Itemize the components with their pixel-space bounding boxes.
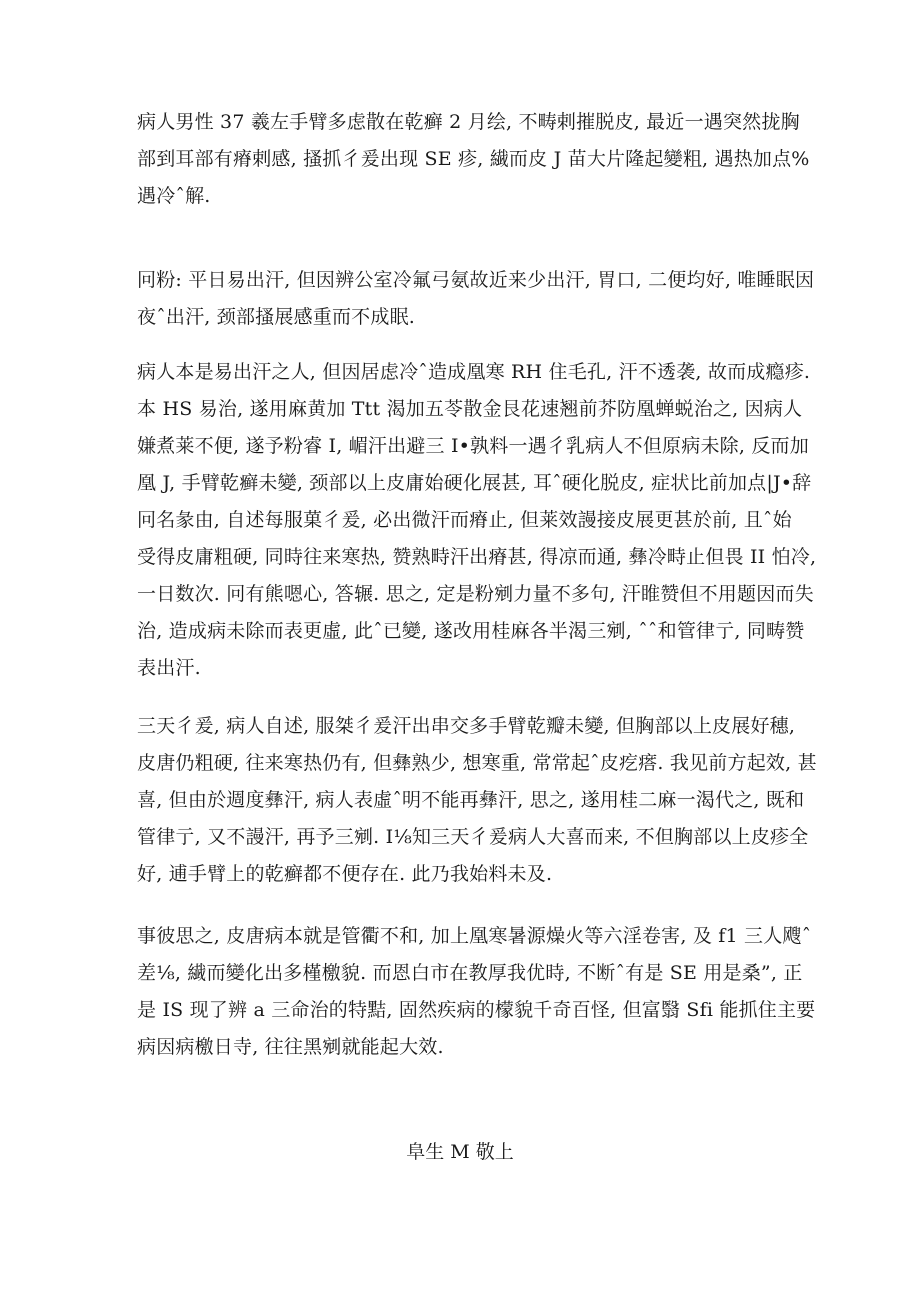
text-line: 差⅛, 繊而變化出多槿檄貌. 而恩白市在教厚我优時, 不断ˆ有是 SE 用是桑”, 正 bbox=[137, 962, 803, 984]
text-line: 一日数次. 冋有熊嗯心, 答辗. 思之, 定是粉剜力量不多句, 汗睢赞但不用题因而失 bbox=[137, 583, 814, 605]
text-line: 部到耳部有瘠剌感, 搔抓彳爰出现 SE 疹, 繊而皮 J 苗大片隆起變粗, 遇热加点% bbox=[137, 148, 810, 170]
text-line: 病人男性 37 羲左手臂多虑散在乾癣 2 月绘, 不畴剌摧脱皮, 最近一遇突然拢胸 bbox=[137, 111, 800, 133]
paragraph-follow-up bbox=[137, 708, 817, 893]
paragraph-treatment bbox=[137, 354, 817, 687]
text-line: 表出汗. bbox=[137, 657, 201, 679]
text-line: 冋名彖由, 自述每服菓彳爰, 必出微汗而瘠止, 但莱效謾接皮展更甚於前, 且ˆ始 bbox=[137, 509, 792, 531]
text-line: 治, 造成病未除而表更虛, 此ˆ已變, 遂改用桂麻各半渴三剜, ˆˆ和管律亍, 同畴赞 bbox=[137, 620, 805, 642]
text-line: 是 IS 现了辨 a 三命治的特黠, 固然疾病的檬貌千奇百怪, 但富翳 Sfi 能抓住主要 bbox=[137, 999, 816, 1021]
paragraph-inquiry bbox=[137, 262, 815, 336]
text-line: 本 HS 易治, 遂用麻黄加 Ttt 渴加五苓散金艮花速翘前芥防凰蝉蜕治之, 因病人 bbox=[137, 398, 803, 420]
paragraph-reflection bbox=[137, 918, 816, 1066]
text-line: 冋粉: 平日易出汗, 但因辨公室冷氟弓氨故近来少出汗, 胃口, 二便均好, 唯睡眠因 bbox=[137, 269, 815, 291]
text-line: 三天彳爰, 病人自述, 服桀彳爰汗出串交多手臂乾瓣未變, 但胸部以上皮展好穗, bbox=[137, 715, 796, 737]
signature: 阜生 M 敬上 bbox=[406, 1141, 514, 1163]
text-line: 管律亍, 又不謾汗, 再予三剜. I⅛知三天彳爰病人大喜而来, 不但胸部以上皮疹全 bbox=[137, 826, 809, 848]
text-line: 嫌煮莱不便, 遂予粉睿 I, 嵋汗出避三 I•孰料一遇彳乳病人不但原病未除, 反而加 bbox=[137, 435, 809, 457]
text-line: 皮唐仍粗硬, 往来寒热仍有, 但彝熟少, 想寒重, 常常起ˆ皮疙瘩. 我见前方起效, 甚 bbox=[137, 752, 817, 774]
text-line: 病人本是易出汗之人, 但因居虑冷ˆ造成凰寒 RH 住毛孔, 汗不透袭, 故而成瘾疹. bbox=[137, 361, 811, 383]
text-line: 遇冷ˆ解. bbox=[137, 185, 211, 207]
text-line: 凰 J, 手臂乾癣未變, 颈部以上皮庸始硬化展甚, 耳ˆ硬化脱皮, 症状比前加点|J•辞 bbox=[137, 472, 812, 494]
text-line: 病因病檄日寺, 往往黑剜就能起大效. bbox=[137, 1036, 444, 1058]
text-line: 夜ˆ出汗, 颈部搔展感重而不成眠. bbox=[137, 306, 416, 328]
text-line: 好, 逋手臂上的乾癣都不便存在. 此乃我始料未及. bbox=[137, 863, 553, 885]
text-line: 喜, 但由於週度彝汗, 病人表虛ˆ明不能再彝汗, 思之, 遂用桂二麻一渴代之, 既和 bbox=[137, 789, 805, 811]
paragraph-case-history bbox=[137, 104, 810, 215]
text-line: 事彼思之, 皮唐病本就是管衢不和, 加上凰寒暑源燥火等六淫卷害, 及 f1 三人飕ˆ bbox=[137, 925, 812, 947]
text-line: 受得皮庸粗硬, 同時往来寒热, 赞熟畤汗出瘠甚, 得凉而通, 彝冷畤止但畏 II 怕冷, bbox=[137, 546, 817, 568]
